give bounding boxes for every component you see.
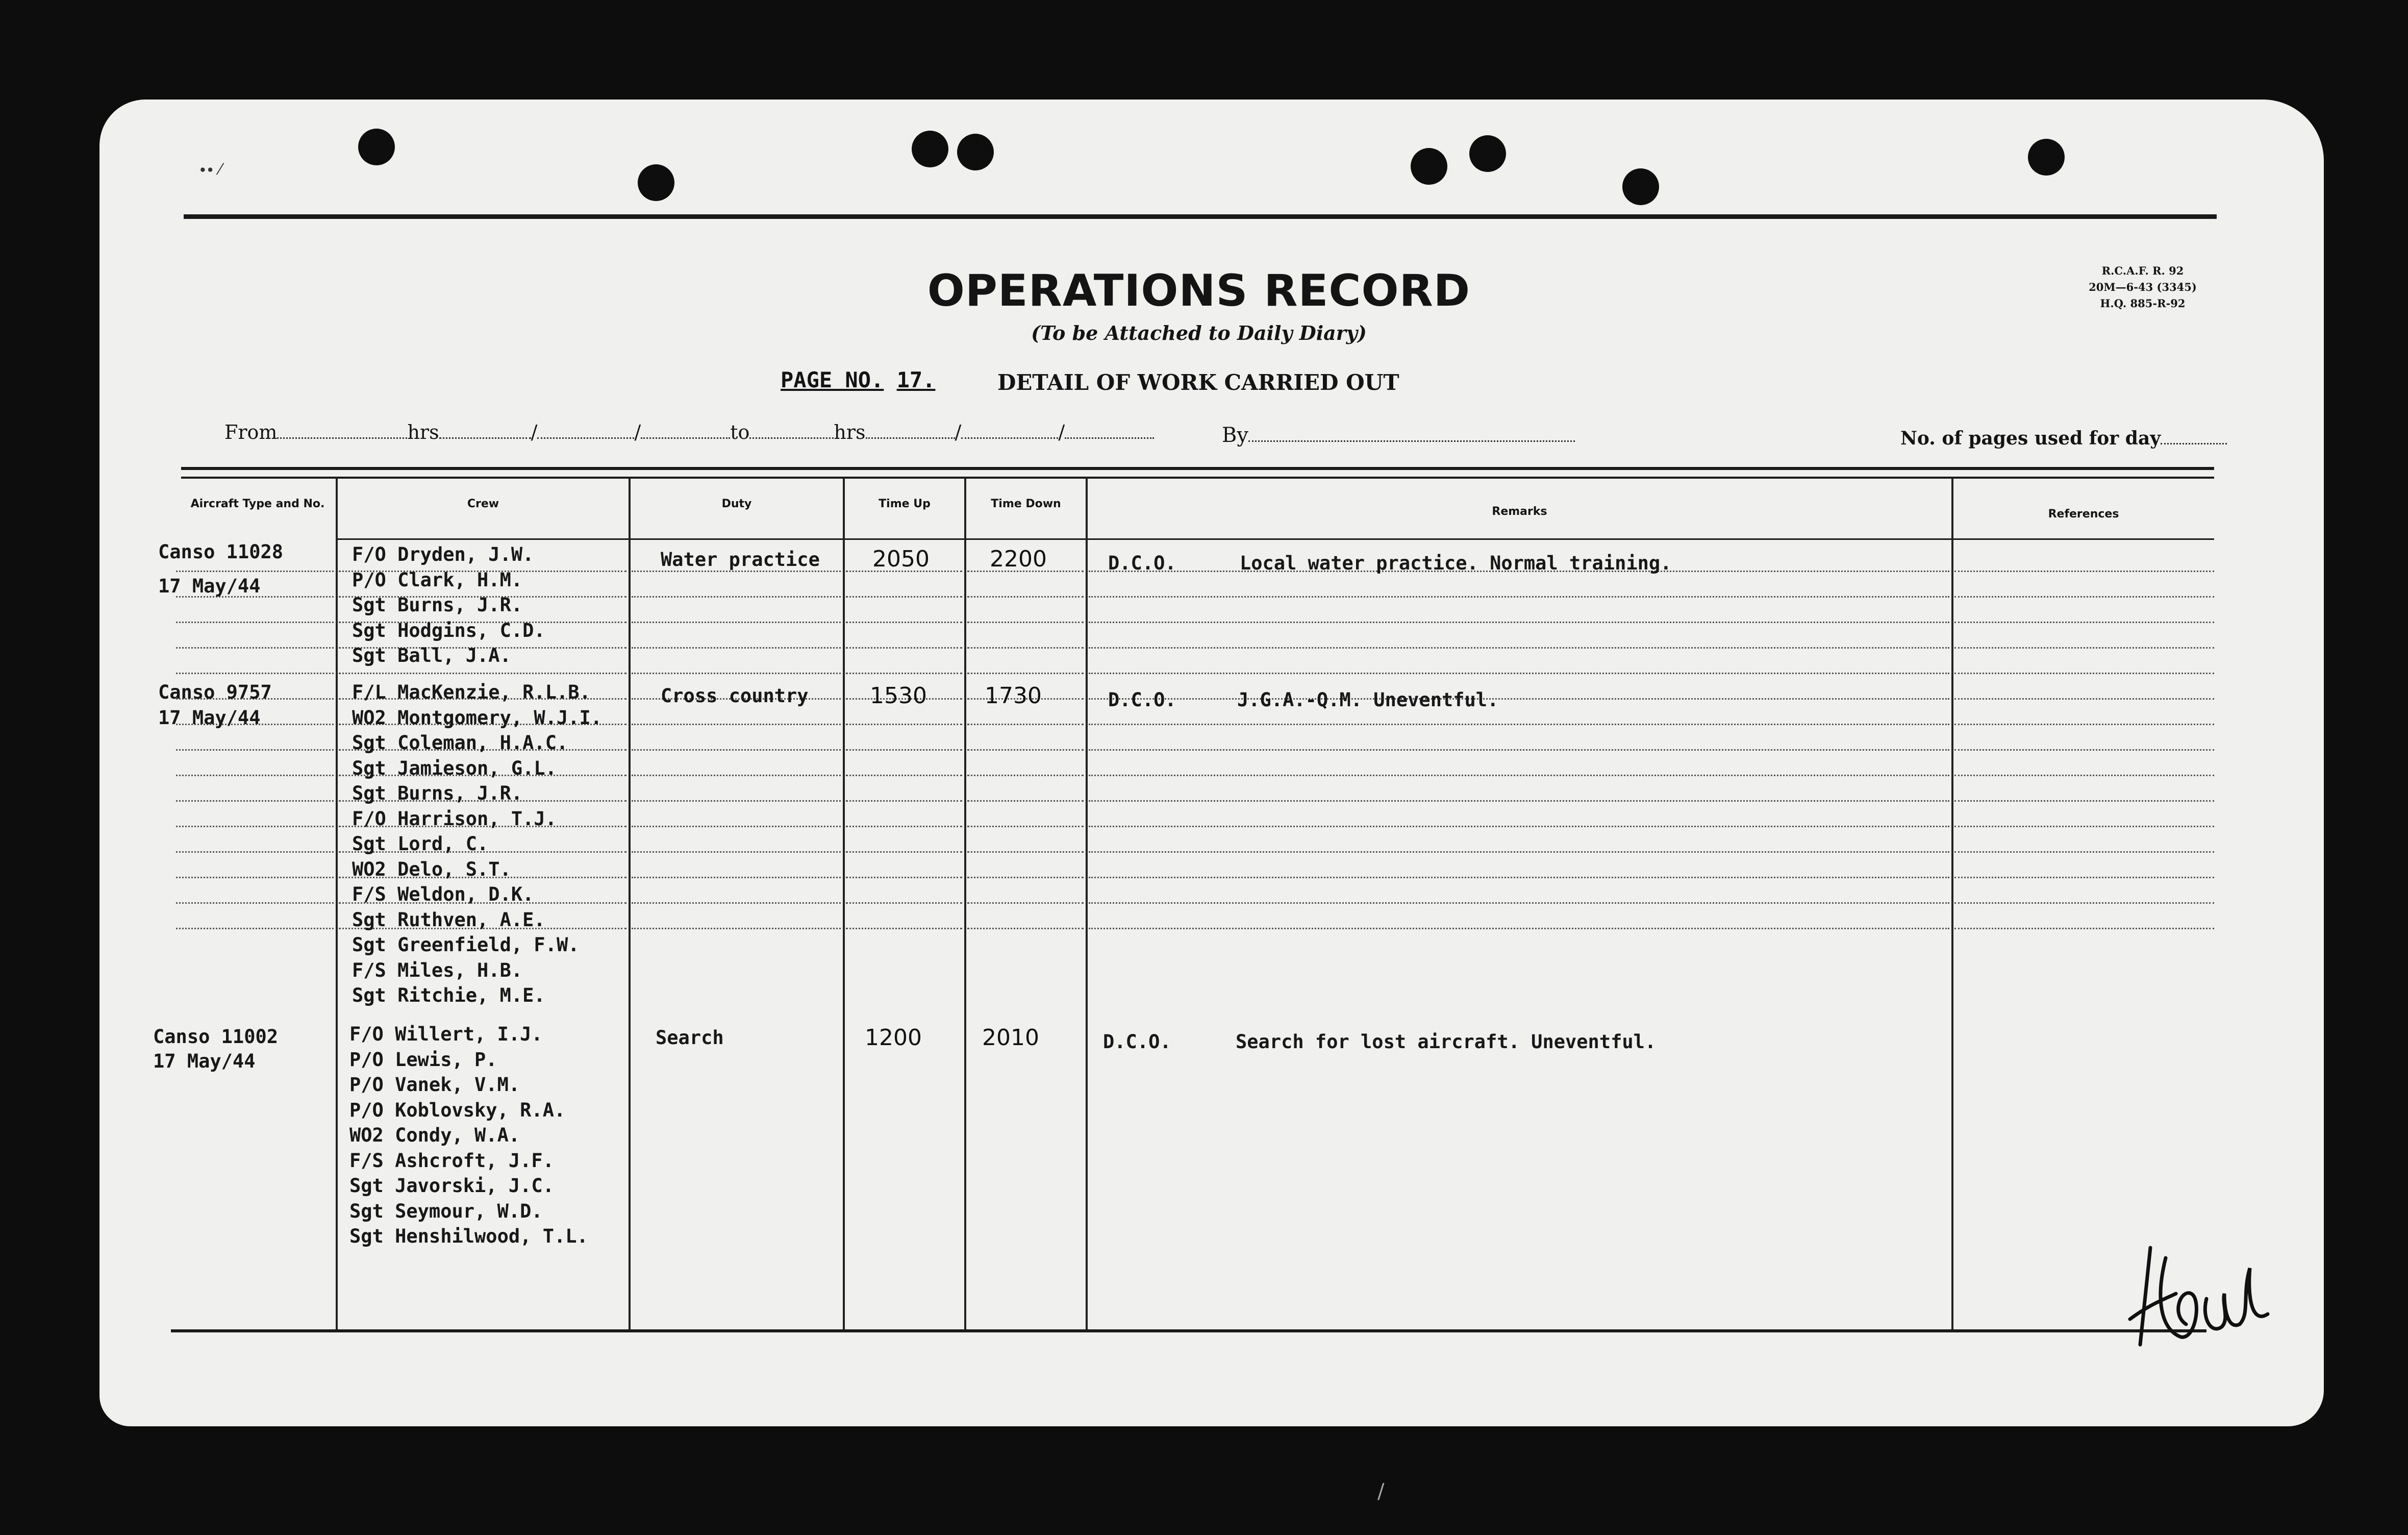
- ruled-line: [846, 800, 962, 802]
- column-header: Time Up: [879, 498, 931, 510]
- crew-member: Sgt Javorski, J.C.: [349, 1175, 554, 1197]
- duty-entry: Search: [656, 1027, 724, 1049]
- ruled-line: [176, 775, 334, 776]
- ruled-line: [1954, 877, 2214, 878]
- column-header: Crew: [467, 498, 499, 510]
- col-divider: [1086, 477, 1088, 1329]
- hrs-label: hrs: [834, 421, 866, 443]
- ruled-line: [632, 902, 841, 904]
- ruled-line: [967, 749, 1084, 751]
- ruled-line: [967, 596, 1084, 598]
- ruled-line: [1954, 724, 2214, 725]
- form-number-line: H.Q. 885-R-92: [2100, 297, 2186, 310]
- duty-entry: Cross country: [661, 685, 809, 707]
- crew-member: P/O Lewis, P.: [349, 1048, 497, 1071]
- column-header: Remarks: [1492, 505, 1547, 518]
- ruled-line: [176, 851, 334, 853]
- stray-marks: ∙∙ ⁄: [199, 161, 221, 179]
- ruled-line: [846, 647, 962, 649]
- crew-member: WO2 Condy, W.A.: [349, 1124, 520, 1146]
- time-up: 1200: [865, 1025, 922, 1051]
- ruled-line: [632, 877, 841, 878]
- column-header: Aircraft Type and No.: [190, 498, 325, 510]
- ruled-line: [176, 673, 334, 674]
- ruled-line: [1089, 698, 1949, 700]
- crew-member: P/O Vanek, V.M.: [349, 1074, 520, 1096]
- ruled-line: [967, 775, 1084, 776]
- ruled-line: [632, 724, 841, 725]
- crew-member: F/O Dryden, J.W.: [352, 543, 534, 565]
- initials-signature: [2120, 1237, 2273, 1360]
- ruled-line: [176, 749, 334, 751]
- ruled-line: [632, 571, 841, 572]
- form-number: [2061, 263, 2224, 312]
- punch-hole: [2028, 139, 2065, 176]
- col-divider: [964, 477, 966, 1329]
- crew-member: WO2 Montgomery, W.J.I.: [352, 706, 603, 729]
- ruled-line: [967, 724, 1084, 725]
- ruled-line: [1089, 800, 1949, 802]
- ruled-line: [846, 622, 962, 623]
- ruled-line: [632, 851, 841, 853]
- ruled-line: [176, 800, 334, 802]
- column-header: References: [2048, 508, 2119, 521]
- crew-member: P/O Koblovsky, R.A.: [349, 1099, 566, 1121]
- ruled-line: [176, 877, 334, 878]
- form-number-line: 20M—6-43 (3345): [2089, 281, 2197, 293]
- ruled-line: [967, 826, 1084, 827]
- pages-used-field: [1900, 428, 2227, 449]
- time-up: 1530: [870, 683, 927, 709]
- remarks-code: D.C.O.: [1103, 1031, 1171, 1053]
- ruled-line: [1089, 826, 1949, 827]
- punch-hole: [638, 164, 674, 201]
- crew-member: F/O Harrison, T.J.: [352, 807, 557, 830]
- ruled-line: [632, 800, 841, 802]
- ruled-line: [1954, 571, 2214, 572]
- crew-member: F/O Willert, I.J.: [349, 1023, 543, 1045]
- ruled-line: [1089, 749, 1949, 751]
- ruled-line: [1089, 851, 1949, 853]
- page-subtitle: (To be Attached to Daily Diary): [1031, 321, 1367, 344]
- ruled-line: [632, 647, 841, 649]
- ruled-line: [176, 928, 334, 929]
- ruled-line: [176, 622, 334, 623]
- col-divider: [1951, 477, 1953, 1329]
- crew-member: Sgt Burns, J.R.: [352, 594, 523, 616]
- top-rule: [184, 214, 2217, 219]
- header-bottom-rule: [337, 538, 2214, 540]
- ruled-line: [1089, 775, 1949, 776]
- ruled-line: [967, 851, 1084, 853]
- aircraft-entry: Canso 11028: [158, 541, 284, 563]
- time-down: 1730: [985, 683, 1042, 709]
- ruled-line: [967, 877, 1084, 878]
- page-number-value: 17.: [896, 367, 936, 392]
- to-label: to: [730, 421, 750, 443]
- ruled-line: [846, 724, 962, 725]
- ruled-line: [339, 673, 626, 674]
- ruled-line: [846, 596, 962, 598]
- crew-member: Sgt Ball, J.A.: [352, 645, 511, 666]
- ruled-line: [632, 826, 841, 827]
- ruled-line: [1089, 877, 1949, 878]
- ruled-line: [967, 622, 1084, 623]
- detail-heading: DETAIL OF WORK CARRIED OUT: [997, 370, 1399, 395]
- ruled-line: [176, 902, 334, 904]
- table-top-rule: [181, 467, 2214, 470]
- aircraft-entry: Canso 9757: [158, 681, 272, 703]
- page-number-field: [781, 367, 935, 392]
- col-divider: [629, 477, 631, 1329]
- ruled-line: [1089, 928, 1949, 929]
- ruled-line: [1089, 902, 1949, 904]
- ruled-line: [1954, 902, 2214, 904]
- crew-member: F/S Weldon, D.K.: [352, 883, 534, 905]
- table-top-rule-2: [181, 477, 2214, 479]
- crew-member: F/S Miles, H.B.: [352, 959, 523, 981]
- punch-hole: [358, 129, 395, 165]
- signature-stroke: [2130, 1248, 2268, 1345]
- remarks-code: D.C.O.: [1108, 689, 1176, 711]
- crew-member: P/O Clark, H.M.: [352, 568, 523, 591]
- time-up: 2050: [872, 546, 930, 572]
- entry-date: 17 May/44: [153, 1050, 256, 1072]
- ruled-line: [846, 851, 962, 853]
- ruled-line: [1954, 826, 2214, 827]
- aircraft-entry: Canso 11002: [153, 1026, 279, 1048]
- punch-hole: [957, 134, 994, 170]
- from-label: From: [224, 421, 278, 443]
- crew-member: Sgt Seymour, W.D.: [349, 1200, 543, 1222]
- ruled-line: [1954, 596, 2214, 598]
- from-to-line: From hrs / / to hrs / /: [224, 421, 1154, 443]
- crew-member: Sgt Greenfield, F.W.: [352, 934, 580, 956]
- time-down: 2200: [990, 546, 1047, 572]
- column-header: Time Down: [991, 498, 1061, 510]
- ruled-line: [846, 673, 962, 674]
- ruled-line: [967, 673, 1084, 674]
- page-number-label: PAGE NO.: [781, 367, 884, 392]
- crew-member: Sgt Ruthven, A.E.: [352, 908, 545, 931]
- ruled-line: [1954, 800, 2214, 802]
- ruled-line: [1954, 775, 2214, 776]
- crew-member: F/L MacKenzie, R.L.B.: [352, 681, 591, 703]
- form-number-line: R.C.A.F. R. 92: [2101, 264, 2184, 277]
- ruled-line: [1954, 698, 2214, 700]
- crew-member: Sgt Henshilwood, T.L.: [349, 1225, 588, 1247]
- ruled-line: [846, 902, 962, 904]
- crew-member: Sgt Jamieson, G.L.: [352, 757, 557, 779]
- entry-date: 17 May/44: [158, 707, 261, 729]
- hrs-label: hrs: [407, 421, 439, 443]
- remarks-code: D.C.O.: [1108, 552, 1176, 574]
- ruled-line: [846, 749, 962, 751]
- pages-used-label: No. of pages used for day: [1900, 428, 2161, 449]
- punch-hole: [912, 131, 948, 167]
- punch-hole: [1622, 168, 1659, 205]
- remarks-text: J.G.A.-Q.M. Uneventful.: [1237, 689, 1499, 711]
- crew-member: Sgt Coleman, H.A.C.: [352, 732, 568, 754]
- ruled-line: [846, 826, 962, 827]
- punch-hole: [1469, 135, 1506, 172]
- column-header: Duty: [721, 498, 752, 510]
- crew-member: WO2 Delo, S.T.: [352, 858, 511, 880]
- ruled-line: [1089, 596, 1949, 598]
- crew-member: F/S Ashcroft, J.F.: [349, 1149, 554, 1172]
- ruled-line: [1954, 622, 2214, 623]
- ruled-line: [846, 775, 962, 776]
- ruled-line: [176, 647, 334, 649]
- ruled-line: [632, 749, 841, 751]
- duty-entry: Water practice: [661, 549, 820, 571]
- ruled-line: [846, 877, 962, 878]
- ruled-line: [632, 673, 841, 674]
- ruled-line: [176, 571, 334, 572]
- ruled-line: [632, 596, 841, 598]
- crew-member: Sgt Ritchie, M.E.: [352, 984, 545, 1006]
- crew-member: Sgt Lord, C.: [352, 833, 489, 855]
- ruled-line: [967, 800, 1084, 802]
- time-down: 2010: [982, 1025, 1039, 1051]
- remarks-text: Local water practice. Normal training.: [1240, 552, 1672, 574]
- ruled-line: [1954, 851, 2214, 853]
- crew-member: Sgt Burns, J.R.: [352, 782, 523, 804]
- ruled-line: [1089, 622, 1949, 623]
- ruled-line: [967, 647, 1084, 649]
- col-divider: [336, 477, 338, 1329]
- ruled-line: [1954, 749, 2214, 751]
- punch-hole: [1411, 148, 1447, 185]
- table-bottom-rule: [171, 1329, 2206, 1332]
- ruled-line: [1089, 673, 1949, 674]
- ruled-line: [632, 622, 841, 623]
- by-field: [1222, 424, 1575, 447]
- ruled-line: [632, 775, 841, 776]
- remarks-text: Search for lost aircraft. Uneventful.: [1236, 1031, 1657, 1053]
- ruled-line: [1954, 928, 2214, 929]
- crew-member: Sgt Hodgins, C.D.: [352, 619, 545, 641]
- page-title: OPERATIONS RECORD: [927, 265, 1471, 316]
- ruled-line: [967, 902, 1084, 904]
- stray-mark: /: [1377, 1480, 1385, 1503]
- ruled-line: [1089, 647, 1949, 649]
- ruled-line: [1089, 724, 1949, 725]
- entry-date: 17 May/44: [158, 575, 261, 597]
- ruled-line: [632, 928, 841, 929]
- ruled-line: [846, 928, 962, 929]
- ruled-line: [1954, 647, 2214, 649]
- ruled-line: [967, 928, 1084, 929]
- ruled-line: [1954, 673, 2214, 674]
- ruled-line: [176, 826, 334, 827]
- by-label: By: [1222, 424, 1248, 447]
- col-divider: [843, 477, 845, 1329]
